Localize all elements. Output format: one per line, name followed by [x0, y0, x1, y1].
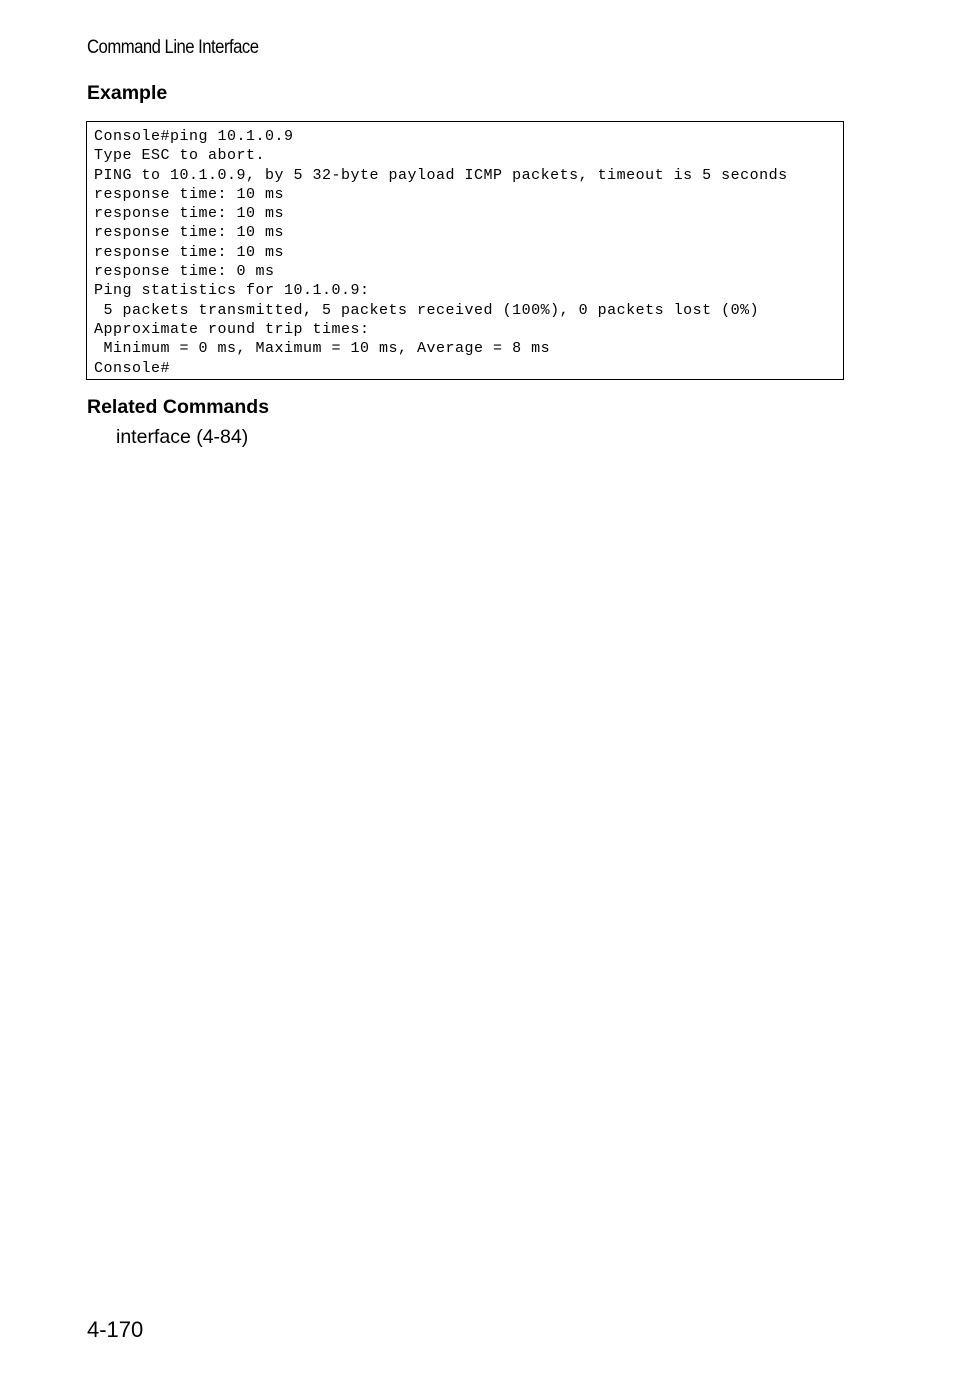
code-line: Console#ping 10.1.0.9 — [94, 128, 294, 145]
page-number: 4-170 — [87, 1317, 144, 1342]
code-line: response time: 0 ms — [94, 263, 275, 281]
example-heading: Example — [87, 82, 168, 104]
related-command-link[interactable]: interface (4-84) — [116, 426, 249, 448]
code-line: response time: 10 ms — [94, 185, 285, 203]
code-line: response time: 10 ms — [94, 205, 285, 223]
code-line: PING to 10.1.0.9, by 5 32-byte payload ICMP packets, timeout is 5 seconds — [94, 166, 788, 184]
code-line: Type ESC to abort. — [94, 147, 266, 165]
related-commands-heading: Related Commands — [87, 396, 270, 418]
code-line: Ping statistics for 10.1.0.9: — [94, 282, 370, 300]
code-line: Console# — [94, 359, 171, 377]
running-header: Command Line Interface — [87, 37, 259, 58]
code-example-box — [86, 121, 844, 380]
code-line: response time: 10 ms — [94, 224, 285, 242]
code-line: 5 packets transmitted, 5 packets received (100%), 0 packets lost (0%) — [94, 301, 760, 319]
code-line: Approximate round trip times: — [94, 320, 370, 338]
code-line: response time: 10 ms — [94, 243, 285, 261]
code-line: Minimum = 0 ms, Maximum = 10 ms, Average = 8 ms — [94, 340, 551, 358]
